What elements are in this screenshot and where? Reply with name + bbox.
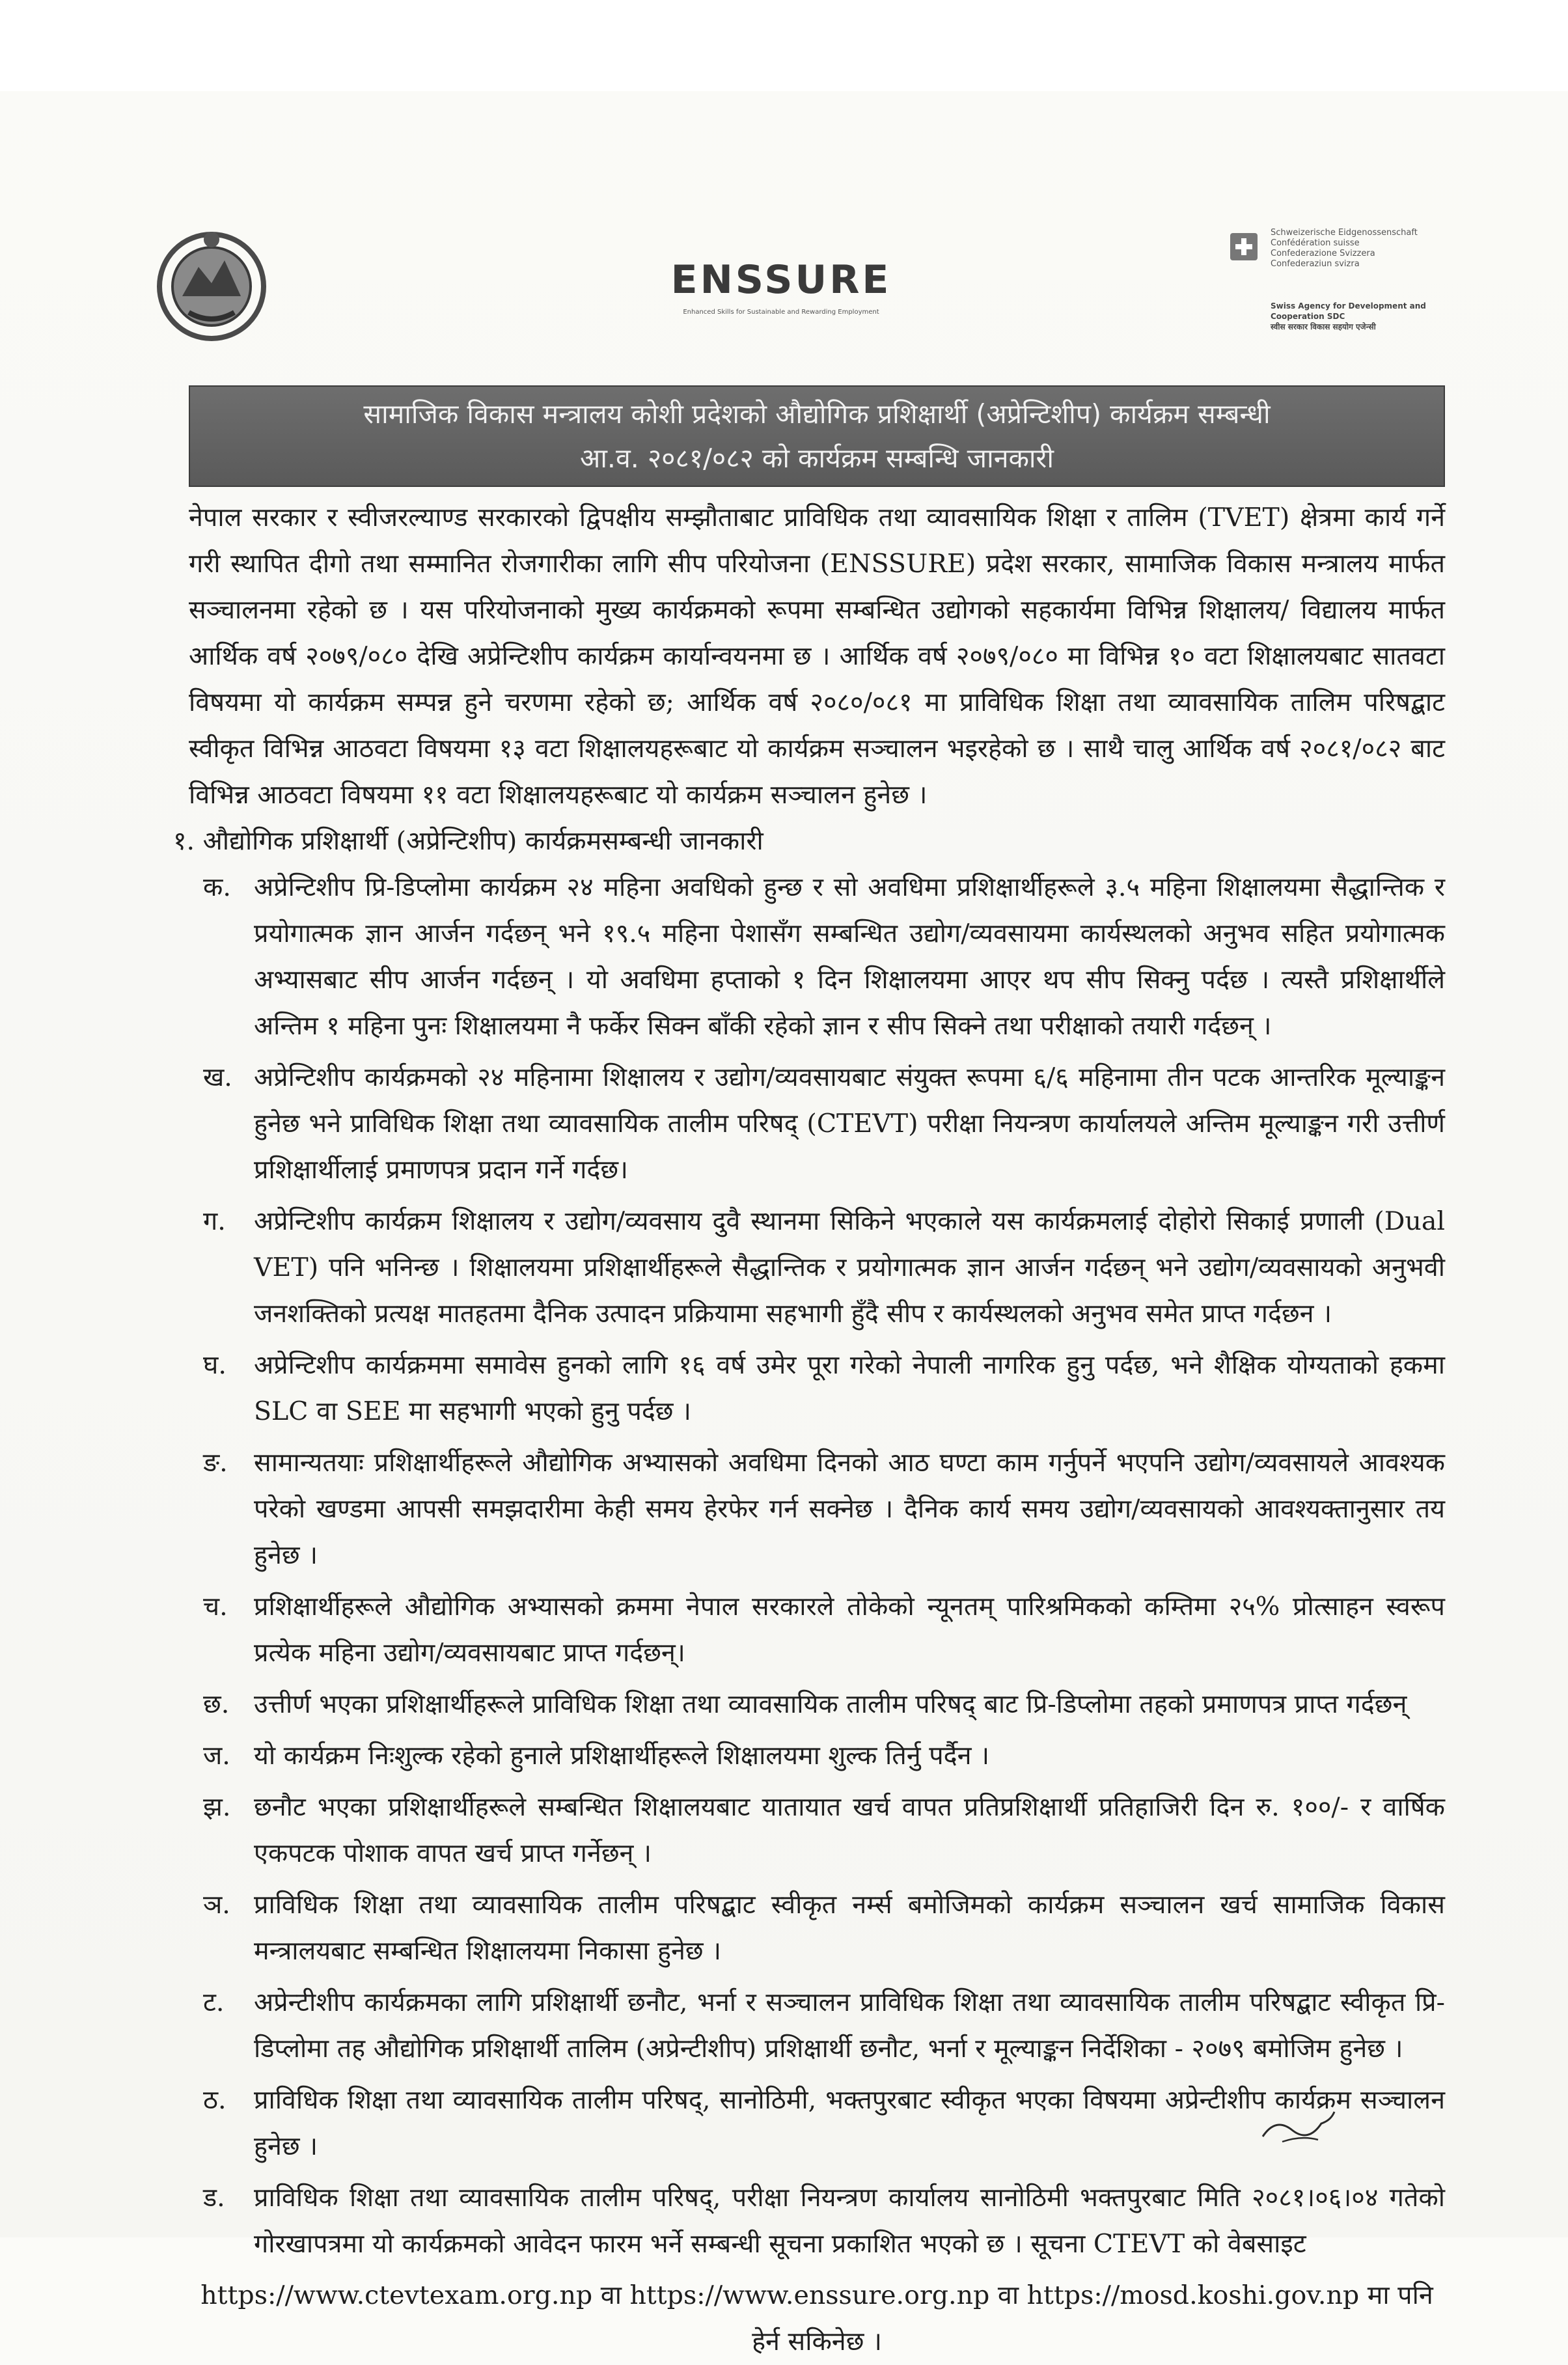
item-text: यो कार्यक्रम निःशुल्क रहेको हुनाले प्रशिक्षार्थीहरूले शिक्षालयमा शुल्क तिर्नु पर्दैन । (254, 1741, 990, 1771)
swiss-confederation-names (1271, 228, 1466, 270)
list-item (189, 1681, 1445, 1728)
nepal-government-emblem-icon (150, 221, 273, 345)
title-line-1: सामाजिक विकास मन्त्रालय कोशी प्रदेशको औद्योगिक प्रशिक्षार्थी (अप्रेन्टिशीप) कार्यक्रम सम्बन्धी (363, 398, 1271, 430)
list-item (189, 1342, 1445, 1435)
item-text: प्राविधिक शिक्षा तथा व्यावसायिक तालीम परिषद्, सानोठिमी, भक्तपुरबाट स्वीकृत भएका विषयमा अप्रेन्टीशीप कार्यक्रम सञ्चालन हुनेछ । (254, 2085, 1445, 2161)
item-text: प्रशिक्षार्थीहरूले औद्योगिक अभ्यासको क्रममा नेपाल सरकारले तोकेको न्यूनतम् पारिश्रमिकको कम्तिमा २५% प्रोत्साहन स्वरूप प्रत्येक महिना उद्योग/व्यवसायबाट प्राप्त गर्दछन्। (254, 1592, 1445, 1668)
swiss-line-de: Schweizerische Eidgenossenschaft (1271, 228, 1418, 238)
item-marker: च. (203, 1592, 228, 1622)
item-marker: ङ. (203, 1448, 228, 1478)
list-item (189, 1055, 1445, 1193)
item-marker: ड. (203, 2183, 225, 2213)
list-item (189, 2175, 1445, 2267)
item-marker: छ. (203, 1689, 230, 1719)
list-item (189, 1980, 1445, 2072)
item-marker: ञ. (203, 1890, 230, 1920)
swiss-line-it: Confederazione Svizzera (1271, 249, 1375, 258)
info-list (189, 864, 1445, 2267)
list-item (189, 1440, 1445, 1579)
item-marker: ज. (203, 1741, 230, 1771)
item-text: अप्रेन्टीशीप कार्यक्रमका लागि प्रशिक्षार्थी छनौट, भर्ना र सञ्चालन प्राविधिक शिक्षा तथा व्यावसायिक तालीम परिषद्बाट स्वीकृत प्रि-डिप्लोमा तह औद्योगिक प्रशिक्षार्थी तालिम (अप्रेन्टीशीप) प्रशिक्षार्थी छनौट, भर्ना र मूल्याङ्कन निर्देशिका - २०७९ बमोजिम हुनेछ । (254, 1987, 1445, 2064)
swiss-line-fr: Confédération suisse (1271, 238, 1360, 248)
enssure-tagline: Enhanced Skills for Sustainable and Rewarding Employment (683, 309, 879, 316)
item-text: उत्तीर्ण भएका प्रशिक्षार्थीहरूले प्राविधिक शिक्षा तथा व्यावसायिक तालीम परिषद् बाट प्रि-डिप्लोमा तहको प्रमाणपत्र प्राप्त गर्दछन् (254, 1689, 1407, 1719)
item-marker: क. (203, 872, 231, 902)
document-body (173, 495, 1445, 2365)
intro-paragraph: नेपाल सरकार र स्वीजरल्याण्ड सरकारको द्विपक्षीय सम्झौताबाट प्राविधिक तथा व्यावसायिक शिक्षा र तालिम (TVET) क्षेत्रमा कार्य गर्ने गरी स्थापित दीगो तथा सम्मानित रोजगारीका लागि सीप परियोजना (ENSSURE) प्रदेश सरकार, सामाजिक विकास मन्त्रालय मार्फत सञ्चालनमा रहेको छ । यस परियोजनाको मुख्य कार्यक्रमको रूपमा सम्बन्धित उद्योगको सहकार्यमा विभिन्न शिक्षालय/ विद्यालय मार्फत आर्थिक वर्ष २०७९/०८० देखि अप्रेन्टिशीप कार्यक्रम कार्यान्वयनमा छ । आर्थिक वर्ष २०७९/०८० मा विभिन्न १० वटा शिक्षालयबाट सातवटा विषयमा यो कार्यक्रम सम्पन्न हुने चरणमा रहेको छ; आर्थिक वर्ष २०८०/०८१ मा प्राविधिक शिक्षा तथा व्यावसायिक तालिम परिषद्बाट स्वीकृत विभिन्न आठवटा विषयमा १३ वटा शिक्षालयहरूबाट यो कार्यक्रम सञ्चालन भइरहेको छ । साथै चालु आर्थिक वर्ष २०८१/०८२ बाट विभिन्न आठवटा विषयमा ११ वटा शिक्षालयहरूबाट यो कार्यक्रम सञ्चालन हुनेछ । (189, 503, 1445, 810)
swiss-line-rm: Confederaziun svizra (1271, 259, 1360, 269)
item-marker: ठ. (203, 2085, 227, 2115)
swiss-agency-name (1271, 301, 1466, 332)
list-item (189, 864, 1445, 1049)
title-line-2: आ.व. २०८१/०८२ को कार्यक्रम सम्बन्धि जानकारी (580, 443, 1054, 474)
item-marker: झ. (203, 1792, 231, 1822)
swiss-sdc-logo (1230, 228, 1465, 339)
item-marker: ग. (203, 1206, 226, 1236)
item-marker: घ. (203, 1350, 227, 1380)
scan-top-margin (0, 0, 1568, 91)
item-text: प्राविधिक शिक्षा तथा व्यावसायिक तालीम परिषद्बाट स्वीकृत नर्म्स बमोजिमको कार्यक्रम सञ्चालन खर्च सामाजिक विकास मन्त्रालयबाट सम्बन्धित शिक्षालयमा निकासा हुनेछ । (254, 1890, 1445, 1966)
item-text: छनौट भएका प्रशिक्षार्थीहरूले सम्बन्धित शिक्षालयबाट यातायात खर्च वापत प्रतिप्रशिक्षार्थी प्रतिहाजिरी दिन रु. १००/- र वार्षिक एकपटक पोशाक वापत खर्च प्राप्त गर्नेछन् । (254, 1792, 1445, 1868)
list-item (189, 1784, 1445, 1877)
handwritten-signature (1256, 2104, 1341, 2150)
list-item (189, 1733, 1445, 1779)
swiss-agency-en: Swiss Agency for Development and Cooperation SDC (1271, 301, 1426, 321)
title-banner (189, 385, 1445, 487)
enssure-wordmark: ENSSURE (670, 257, 892, 303)
item-text: अप्रेन्टिशीप कार्यक्रम शिक्षालय र उद्योग/व्यवसाय दुवै स्थानमा सिकिने भएकाले यस कार्यक्रमलाई दोहोरो सिकाई प्रणाली (Dual VET) पनि भनिन्छ । शिक्षालयमा प्रशिक्षार्थीहरूले सैद्धान्तिक र प्रयोगात्मक ज्ञान आर्जन गर्दछन् भने उद्योग/व्यवसायको अनुभवी जनशक्तिको प्रत्यक्ष मातहतमा दैनिक उत्पादन प्रक्रियामा सहभागी हुँदै सीप र कार्यस्थलको अनुभव समेत प्राप्त गर्दछन । (254, 1206, 1445, 1329)
list-item (189, 1198, 1445, 1337)
item-text: अप्रेन्टिशीप कार्यक्रममा समावेस हुनको लागि १६ वर्ष उमेर पूरा गरेको नेपाली नागरिक हुनु पर्दछ, भने शैक्षिक योग्यताको हकमा SLC वा SEE मा सहभागी भएको हुनु पर्दछ । (254, 1350, 1445, 1426)
item-text: अप्रेन्टिशीप प्रि-डिप्लोमा कार्यक्रम २४ महिना अवधिको हुन्छ र सो अवधिमा प्रशिक्षार्थीहरूले ३.५ महिना शिक्षालयमा सैद्धान्तिक र प्रयोगात्मक ज्ञान आर्जन गर्दछन् भने १९.५ महिना पेशासँग सम्बन्धित उद्योग/व्यवसायमा कार्यस्थलको अनुभव सहित प्रयोगात्मक अभ्यासबाट सीप आर्जन गर्दछन् । यो अवधिमा हप्ताको १ दिन शिक्षालयमा आएर थप सीप सिक्नु पर्दछ । त्यस्तै प्रशिक्षार्थीले अन्तिम १ महिना पुनः शिक्षालयमा नै फर्केर सिक्न बाँकी रहेको ज्ञान र सीप सिक्ने तथा परीक्षाको तयारी गर्दछन् । (254, 872, 1445, 1041)
item-marker: ख. (203, 1062, 232, 1092)
list-item (189, 1584, 1445, 1676)
item-text: प्राविधिक शिक्षा तथा व्यावसायिक तालीम परिषद्, परीक्षा नियन्त्रण कार्यालय सानोठिमी भक्तपुरबाट मिति २०८१।०६।०४ गतेको गोरखापत्रमा यो कार्यक्रमको आवेदन फारम भर्ने सम्बन्धी सूचना प्रकाशित भएको छ । सूचना CTEVT को वेबसाइट (254, 2183, 1445, 2259)
website-links-line: https://www.ctevtexam.org.np वा https://www.enssure.org.np वा https://mosd.koshi.gov.np मा पनि हेर्न सकिनेछ । (200, 2280, 1433, 2357)
section-heading: १. औद्योगिक प्रशिक्षार्थी (अप्रेन्टिशीप) कार्यक्रमसम्बन्धी जानकारी (173, 826, 763, 856)
item-text: अप्रेन्टिशीप कार्यक्रमको २४ महिनामा शिक्षालय र उद्योग/व्यवसायबाट संयुक्त रूपमा ६/६ महिनामा तीन पटक आन्तरिक मूल्याङ्कन हुनेछ भने प्राविधिक शिक्षा तथा व्यावसायिक तालीम परिषद् (CTEVT) परीक्षा नियन्त्रण कार्यालयले अन्तिम मूल्याङ्कन गरी उत्तीर्ण प्रशिक्षार्थीलाई प्रमाणपत्र प्रदान गर्ने गर्दछ। (254, 1062, 1445, 1185)
swiss-agency-np: स्वीस सरकार विकास सहयोग एजेन्सी (1271, 322, 1376, 331)
list-item (189, 1882, 1445, 1974)
enssure-logo (670, 254, 892, 325)
swiss-cross-icon (1230, 233, 1258, 260)
item-marker: ट. (203, 1987, 225, 2017)
item-text: सामान्यतयाः प्रशिक्षार्थीहरूले औद्योगिक अभ्यासको अवधिमा दिनको आठ घण्टा काम गर्नुपर्ने भएपनि उद्योग/व्यवसायले आवश्यक परेको खण्डमा आपसी समझदारीमा केही समय हेरफेर गर्न सक्नेछ । दैनिक कार्य समय उद्योग/व्यवसायको आवश्यक्तानुसार तय हुनेछ । (254, 1448, 1445, 1570)
